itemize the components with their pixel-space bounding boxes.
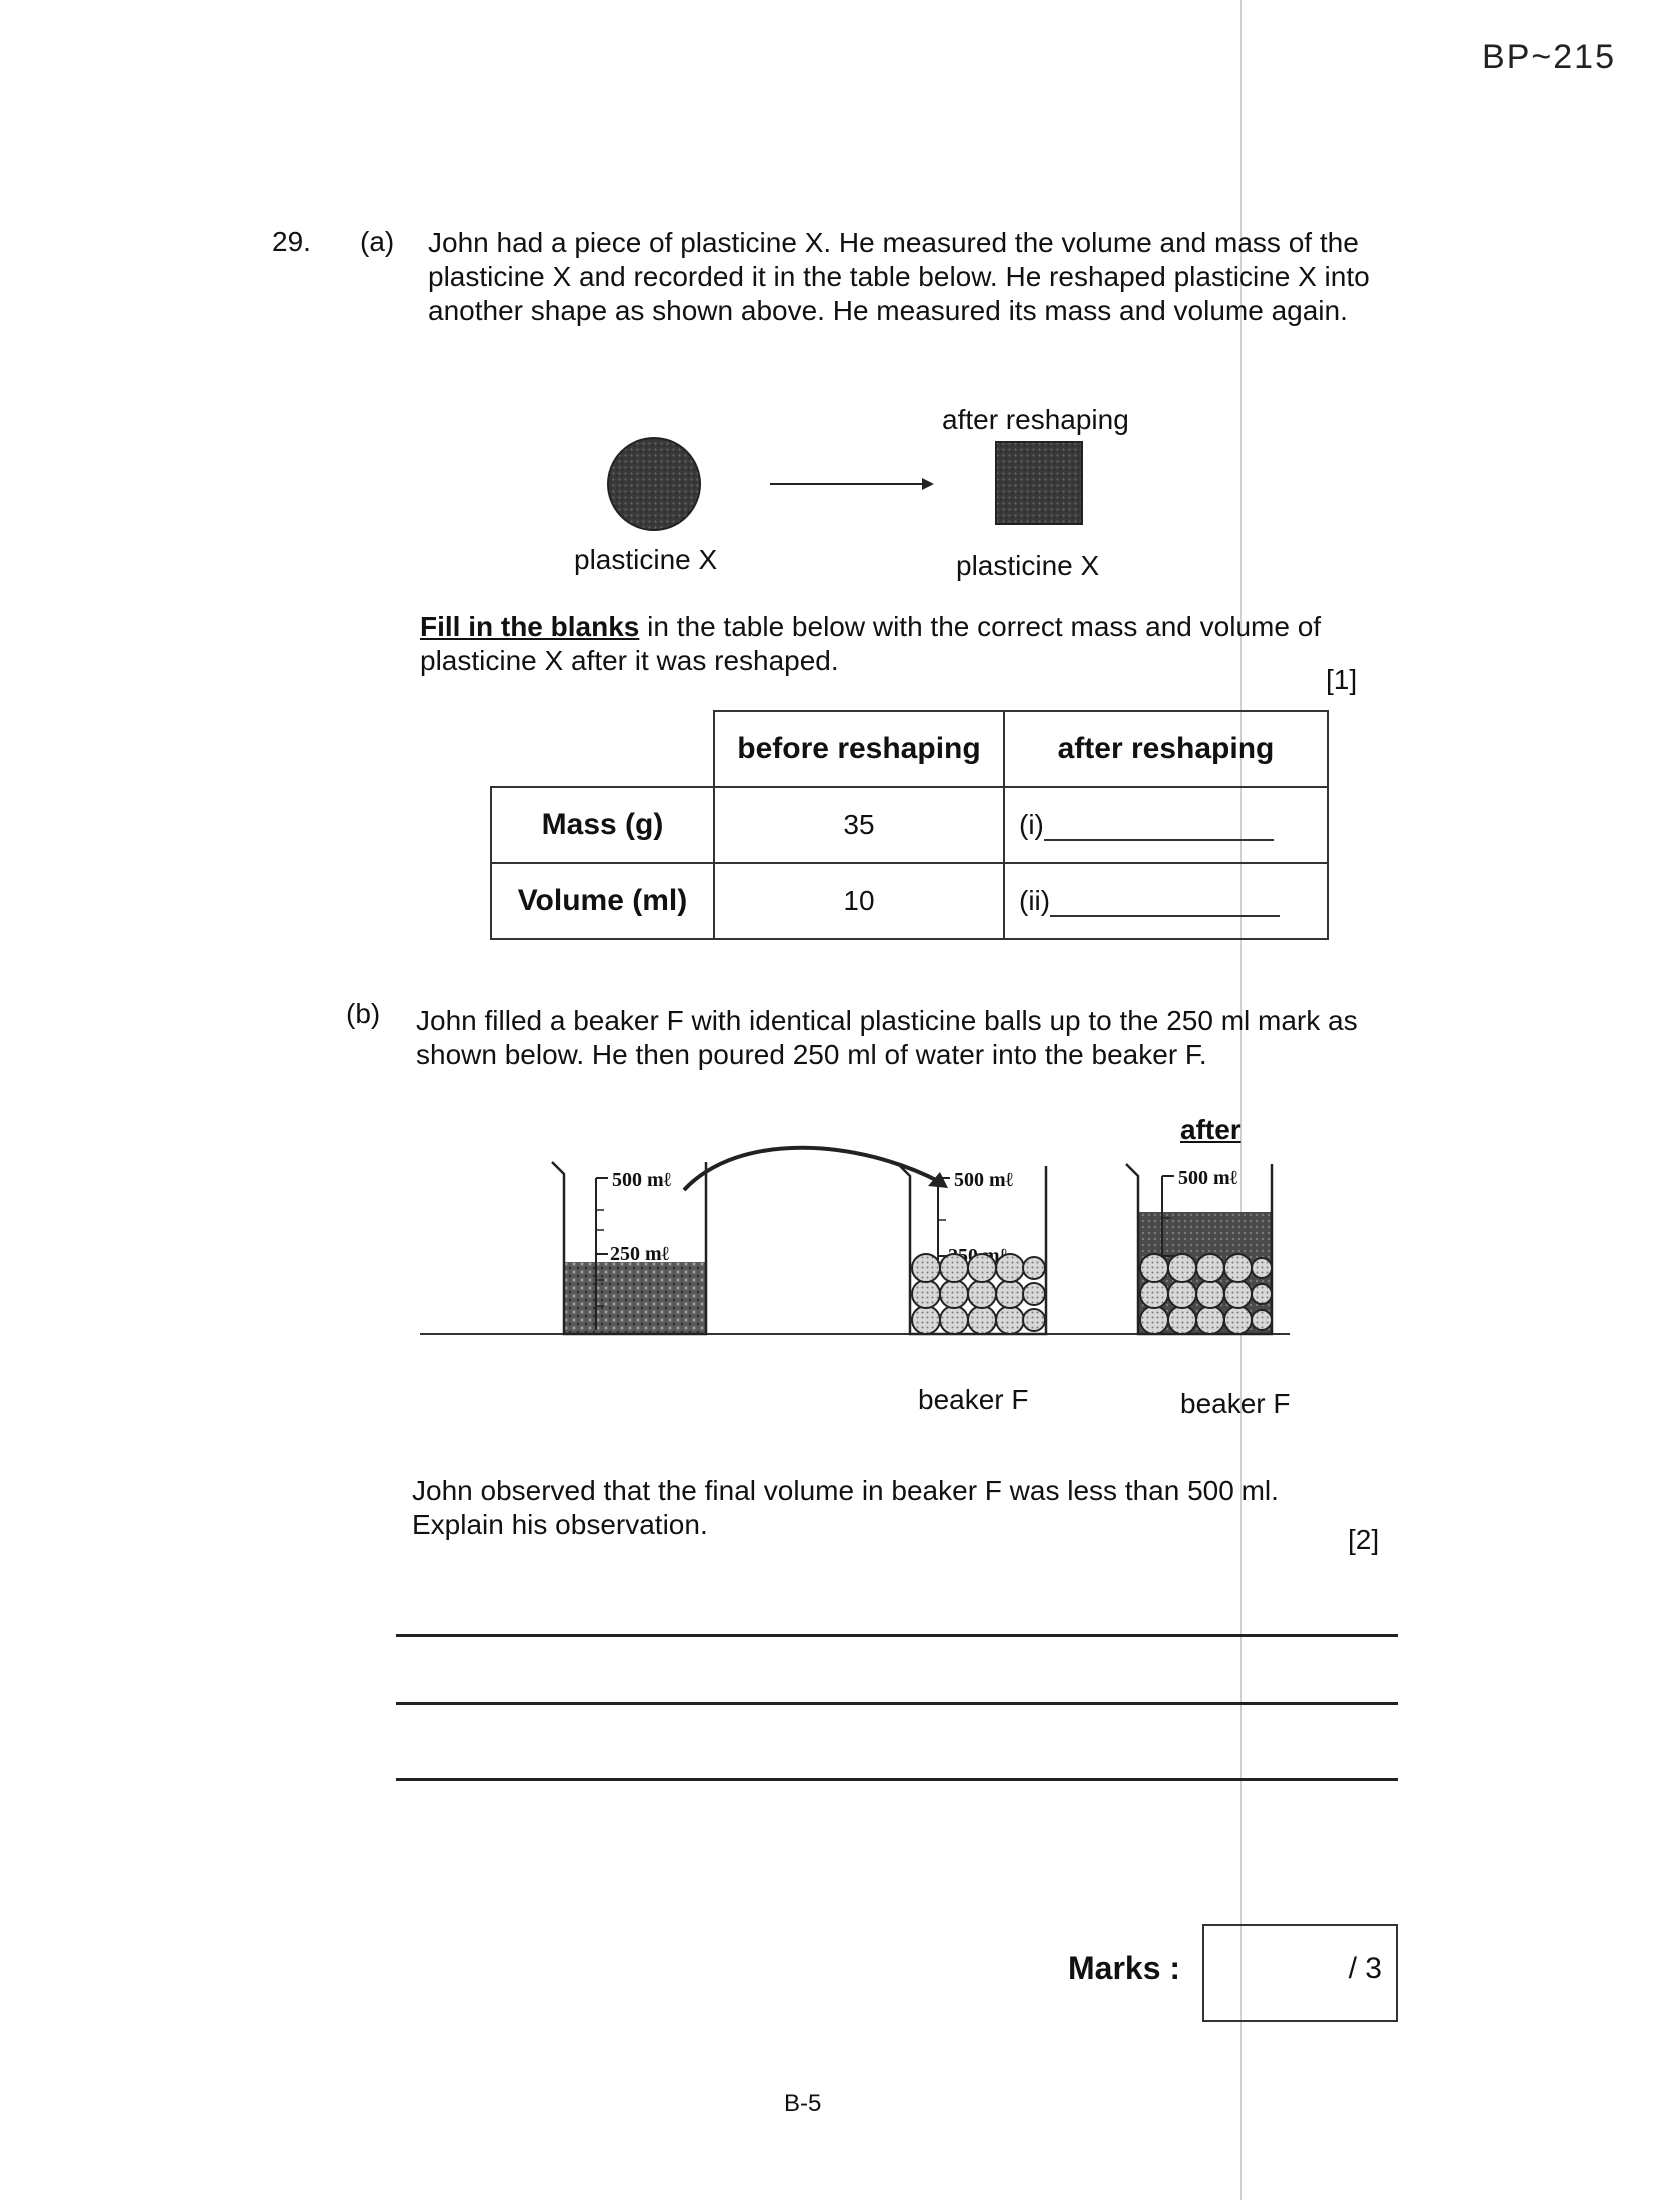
plasticine-left-caption: plasticine X (574, 544, 718, 575)
beaker-diagram (420, 1110, 1340, 1370)
beaker-f-caption-middle: beaker F (918, 1384, 1029, 1415)
table-row (491, 863, 1328, 939)
volume-before-value: 10 (714, 863, 1004, 939)
answer-line-3[interactable] (396, 1778, 1398, 1781)
blank-prefix-i: (i) (1019, 809, 1044, 840)
beaker-f-balls (900, 1166, 1046, 1334)
plasticine-cube (996, 442, 1082, 524)
table-corner-cell (491, 711, 714, 787)
marks-denominator: / 3 (1348, 1952, 1382, 1985)
reshaping-diagram (600, 430, 1120, 550)
beaker-initial (552, 1162, 706, 1334)
table-header-row (491, 711, 1328, 787)
marks-box[interactable] (1202, 1924, 1398, 2022)
beaker-initial-500-label: 500 mℓ (612, 1169, 672, 1191)
instruction-emphasis: Fill in the blanks (420, 611, 640, 642)
plasticine-balls-submerged (1140, 1254, 1272, 1334)
part-b-label: (b) (346, 998, 381, 1029)
marks-label: Marks : (1068, 1950, 1181, 1986)
row-label-mass: Mass (g) (491, 787, 714, 863)
part-a-marks: [1] (1326, 664, 1358, 695)
part-a-instruction (420, 610, 1380, 678)
answer-line-1[interactable] (396, 1634, 1398, 1637)
plasticine-right-caption: plasticine X (956, 550, 1100, 581)
blank-prefix-ii: (ii) (1019, 885, 1051, 916)
after-label: after (1180, 1114, 1241, 1145)
after-reshaping-label: after reshaping (942, 404, 1129, 435)
beaker-f-caption-right: beaker F (1180, 1388, 1291, 1419)
header-before: before reshaping (714, 711, 1004, 787)
answer-line-2[interactable] (396, 1702, 1398, 1705)
beaker-initial-250-label: 250 mℓ (610, 1243, 670, 1265)
scan-crease-line (1240, 0, 1242, 2200)
mass-after-blank[interactable] (1004, 787, 1328, 863)
question-number: 29. (272, 226, 311, 257)
beaker-f-500-label: 500 mℓ (954, 1169, 1014, 1191)
table-row (491, 787, 1328, 863)
part-b-marks: [2] (1348, 1524, 1380, 1555)
part-a-label: (a) (360, 226, 395, 257)
row-label-volume: Volume (ml) (491, 863, 714, 939)
answer-blank-mass[interactable] (1044, 809, 1274, 841)
part-b-question: John observed that the final volume in beaker F was less than 500 ml. Explain his observation. (412, 1475, 1279, 1540)
volume-after-blank[interactable] (1004, 863, 1328, 939)
header-after: after reshaping (1004, 711, 1328, 787)
beaker-f-250-label: mℓ (983, 1245, 1008, 1267)
reshape-arrow-head (922, 478, 934, 490)
page-footer: B-5 (784, 2090, 822, 2117)
part-a-text: John had a piece of plasticine X. He measured the volume and mass of the plasticine X and recorded it in the table below. He reshaped plasticine X into another shape as shown above. He measured its mass and volume again. (428, 227, 1370, 326)
plasticine-balls (912, 1254, 1045, 1334)
plasticine-ball (608, 438, 700, 530)
mass-volume-table (490, 710, 1329, 940)
answer-blank-volume[interactable] (1050, 885, 1280, 917)
instruction-rest: in the table below with the correct mass and volume of plasticine X after it was reshaped. (420, 611, 1322, 676)
beaker-f-after (1126, 1164, 1272, 1334)
page-code: BP~215 (1482, 38, 1616, 76)
part-b-text: John filled a beaker F with identical plasticine balls up to the 250 ml mark as shown below. He then poured 250 ml of water into the beaker F. (416, 1005, 1358, 1070)
beaker-after-500-label: 500 mℓ (1178, 1167, 1238, 1189)
mass-before-value: 35 (714, 787, 1004, 863)
